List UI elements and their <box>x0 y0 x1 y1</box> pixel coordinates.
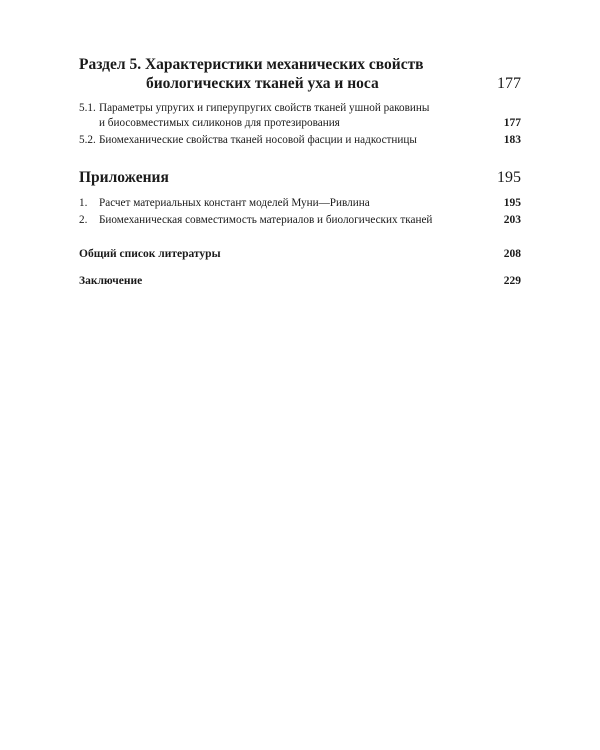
section-5-page-number: 177 <box>497 75 521 92</box>
section-5-heading[interactable] <box>79 55 521 93</box>
section-5-title-line1: Раздел 5. Характеристики механических свойств <box>79 56 424 73</box>
appendices-heading[interactable] <box>79 168 521 187</box>
entry-title-line1: Расчет материальных констант моделей Муни—Ривлина <box>99 197 370 209</box>
appendices-title: Приложения <box>79 169 169 186</box>
entry-number: 2. <box>79 214 88 226</box>
appendices-page-number: 195 <box>497 169 521 186</box>
toc-entry-5-1[interactable] <box>79 101 521 131</box>
toc-entry-appendix-2[interactable] <box>79 213 521 228</box>
entry-page-number: 203 <box>503 214 521 226</box>
entry-title-line1: Параметры упругих и гиперупругих свойств тканей ушной раковины <box>99 102 430 114</box>
entry-number: 1. <box>79 197 88 209</box>
entry-page-number: 183 <box>503 134 521 146</box>
entry-title-line1: Биомеханическая совместимость материалов и биологических тканей <box>99 214 433 226</box>
entry-number: 5.2. <box>79 134 96 146</box>
toc-entry-bibliography[interactable] <box>79 247 521 262</box>
toc-entry-appendix-1[interactable] <box>79 196 521 211</box>
entry-page-number: 195 <box>503 197 521 209</box>
section-5-title-line2: биологических тканей уха и носа <box>146 75 379 92</box>
bibliography-title: Общий список литературы <box>79 248 221 260</box>
entry-number: 5.1. <box>79 102 96 114</box>
bibliography-page-number: 208 <box>503 248 521 260</box>
entry-page-number: 177 <box>503 117 521 129</box>
entry-title-line2: и биосовместимых силиконов для протезирования <box>99 117 340 129</box>
toc-entry-conclusion[interactable] <box>79 274 521 289</box>
conclusion-title: Заключение <box>79 275 143 287</box>
toc-entry-5-2[interactable] <box>79 133 521 148</box>
entry-title-line1: Биомеханические свойства тканей носовой фасции и надкостницы <box>99 134 417 146</box>
table-of-contents <box>79 55 521 289</box>
conclusion-page-number: 229 <box>503 275 521 287</box>
